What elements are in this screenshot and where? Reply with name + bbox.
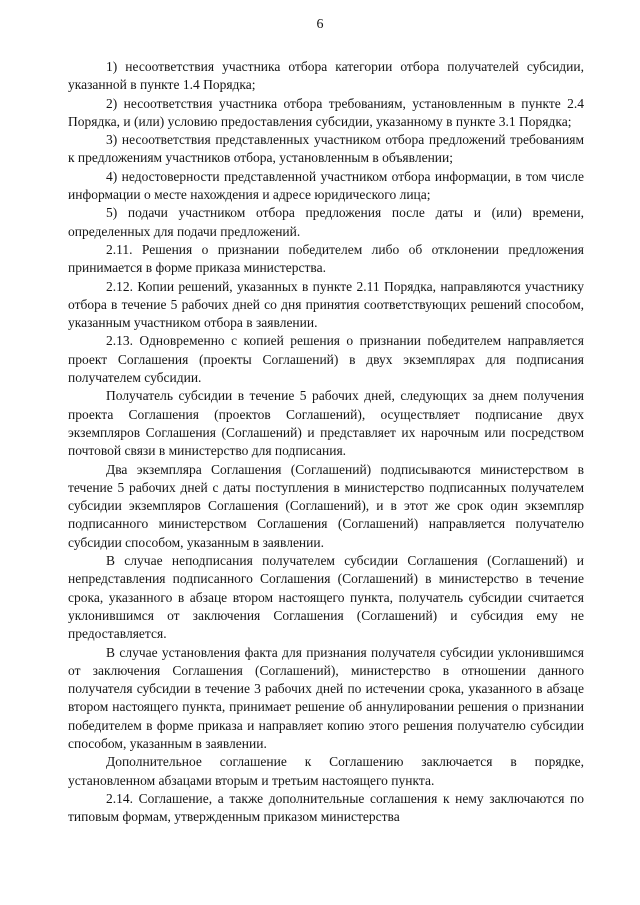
paragraph-item-2: 2) несоответствия участника отбора требованиям, установленным в пункте 2.4 Порядка, и (или) условию предоставления субсидии, указанному в пункте 3.1 Порядка; — [68, 95, 584, 129]
paragraph-2-13-non-signing: В случае неподписания получателем субсидии Соглашения (Соглашений) и непредставления подписанного Соглашения (Соглашений) в министерство в течение срока, указанного в абзаце втором настоящего пункта, получатель субсидии считается уклонившимся от заключения Соглашения (Соглашений) и субсидия ему не предоставляется. — [68, 553, 584, 642]
paragraph-item-5: 5) подачи участником отбора предложения после даты и (или) времени, определенных для подачи предложений. — [68, 205, 584, 239]
page-number: 6 — [316, 17, 324, 32]
paragraph-item-3: 3) несоответствия представленных участником отбора предложений требованиям к предложениям участников отбора, установленным в объявлении; — [68, 132, 584, 166]
paragraph-2-12: 2.12. Копии решений, указанных в пункте 2.11 Порядка, направляются участнику отбора в течение 5 рабочих дней со дня принятия соответствующих решений способом, указанным участником отбора в заявлении. — [68, 278, 584, 331]
paragraph-2-13-ministry-signing: Два экземпляра Соглашения (Соглашений) подписываются министерством в течение 5 рабочих дней с даты поступления в министерство подписанных получателем субсидии экземпляров Соглашения (Соглашений), и в этот же срок один экземпляр подписанного министерством Соглашения (Соглашений) направляется получателю субсидии способом, указанным в заявлении. — [68, 461, 584, 550]
document-body — [68, 58, 584, 826]
paragraph-item-4: 4) недостоверности представленной участником отбора информации, в том числе информации о месте нахождения и адресе юридического лица; — [68, 168, 584, 203]
paragraph-2-13: 2.13. Одновременно с копией решения о признании победителем направляется проект Соглашения (проекты Соглашений) в двух экземплярах для подписания получателем субсидии. — [68, 333, 584, 386]
paragraph-2-14: 2.14. Соглашение, а также дополнительные соглашения к нему заключаются по типовым формам, утвержденным приказом министерства — [68, 790, 584, 825]
paragraph-2-13-signing: Получатель субсидии в течение 5 рабочих дней, следующих за днем получения проекта Соглашения (проектов Соглашений), осуществляет подписание двух экземпляров Соглашения (Соглашений) и представляет их нарочным или посредством почтовой связи в министерство для подписания. — [68, 388, 584, 459]
paragraph-2-13-additional-agreement: Дополнительное соглашение к Соглашению заключается в порядке, установленном абзацами вторым и третьим настоящего пункта. — [68, 754, 584, 788]
paragraph-2-13-evasion: В случае установления факта для признания получателя субсидии уклонившимся от заключения Соглашения (Соглашений), министерство в отношении данного получателя субсидии в течение 3 рабочих дней по истечении срока, указанного в абзаце втором настоящего пункта, принимает решение об аннулировании решения о признании победителем в форме приказа и направляет копию этого решения получателю субсидии способом, указанным в заявлении. — [68, 644, 584, 751]
paragraph-2-11: 2.11. Решения о признании победителем либо об отклонении предложения принимается в форме приказа министерства. — [68, 241, 584, 276]
paragraph-item-1: 1) несоответствия участника отбора категории отбора получателей субсидии, указанной в пункте 1.4 Порядка; — [68, 59, 584, 93]
